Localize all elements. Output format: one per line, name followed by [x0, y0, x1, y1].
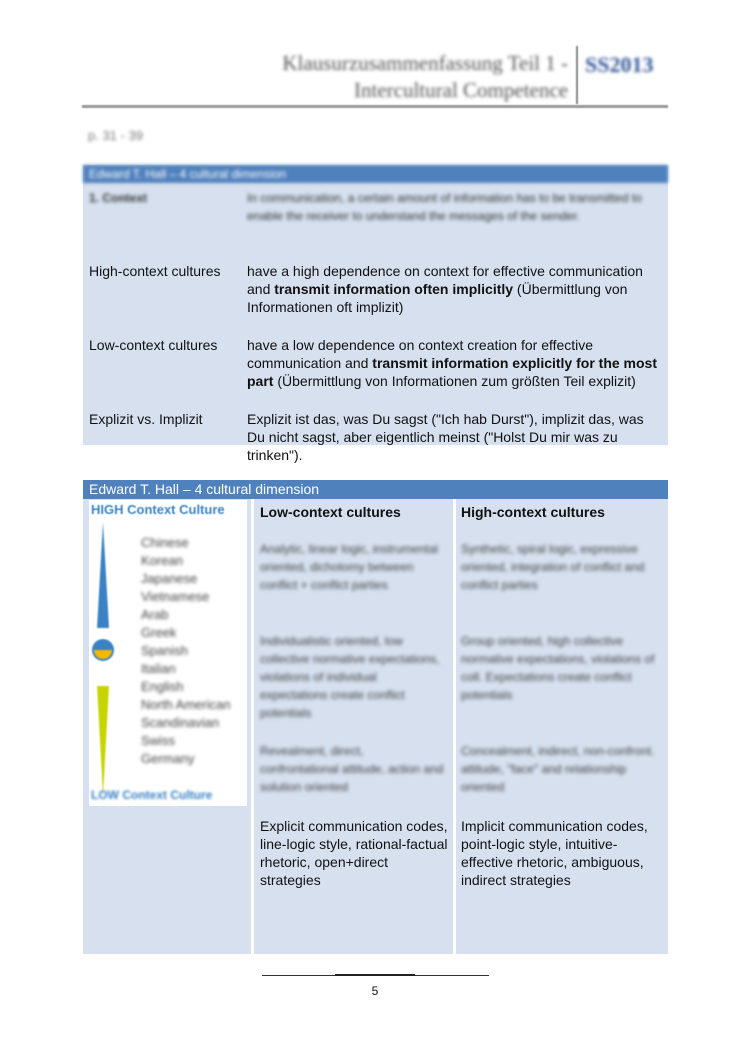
header-title-line2: Intercultural Competence: [354, 78, 568, 102]
country-item: Greek: [141, 625, 177, 640]
definition-text: (Übermittlung von Informationen zum größten Teil explizit): [273, 373, 636, 389]
country-list: [141, 534, 231, 768]
context-culture-diagram: [89, 500, 247, 806]
country-item: Japanese: [141, 571, 198, 586]
header-separator: [576, 46, 578, 104]
row-term: Explizit vs. Implizit: [89, 411, 203, 427]
header-year: SS2013: [585, 52, 654, 77]
country-item: Swiss: [141, 733, 175, 748]
country-item: Chinese: [141, 535, 189, 550]
high-context-header: High-context cultures: [461, 504, 605, 520]
high-context-item: Synthetic, spiral logic, expressive oriented, integration of conflict and conflict parties: [461, 542, 645, 592]
country-item: Korean: [141, 553, 183, 568]
country-item: Vietnamese: [141, 589, 210, 604]
page-header: [82, 46, 668, 106]
page-number: 5: [371, 984, 379, 998]
row-definition: [247, 262, 662, 316]
row-term: High-context cultures: [89, 263, 221, 279]
low-context-summary: Explicit communication codes, line-logic style, rational-factual rhetoric, open+direct strategies: [260, 818, 448, 888]
low-context-item: Analytic, linear logic, instrumental oriented, dichotomy between conflict + conflict parties: [260, 542, 439, 592]
high-context-item: Group oriented, high collective normative expectations, violations of coll. Expectations create conflict potentials: [461, 634, 655, 702]
low-context-label: LOW Context Culture: [91, 788, 213, 802]
definition-text: have a low dependence on context creation for effective communication and: [247, 337, 594, 371]
comparison-table-title: Edward T. Hall – 4 cultural dimension: [83, 480, 668, 499]
row-definition: [247, 336, 662, 390]
low-context-item: Revealment, direct, confrontational attitude, action and solution oriented: [260, 744, 444, 794]
header-title-line1: Klausurzusammenfassung Teil 1 -: [282, 51, 568, 75]
high-context-summary: Implicit communication codes, point-logic style, intuitive-effective rhetoric, ambiguous, indirect strategies: [461, 818, 648, 888]
row-term: 1. Context: [89, 191, 148, 205]
row-term: Low-context cultures: [89, 337, 218, 353]
column-divider: [453, 499, 456, 954]
column-divider: [251, 499, 254, 954]
country-item: Arab: [141, 607, 169, 622]
country-item: Spanish: [141, 643, 188, 658]
row-definition: Explizit ist das, was Du sagst ("Ich hab Durst"), implizit das, was Du nicht sagst, aber eigentlich meinst ("Holst Du mir was zu trinken").: [247, 411, 644, 463]
country-item: Germany: [141, 751, 195, 766]
country-item: Italian: [141, 661, 176, 676]
low-context-item: Individualistic oriented, low collective normative expectations, violations of individual expectations create conflict potentials: [260, 634, 440, 720]
comparison-table: [83, 480, 668, 954]
definition-text: have a high dependence on context for effective communication and: [247, 263, 643, 297]
context-table: [83, 165, 668, 463]
high-context-label: HIGH Context Culture: [91, 502, 225, 517]
footer-rule-accent: [335, 974, 415, 976]
row-definition: In communication, a certain amount of information has to be transmitted to enable the receiver to understand the messages of the sender.: [247, 191, 642, 223]
header-title: [282, 50, 568, 104]
country-item: North American: [141, 697, 231, 712]
definition-text: (Übermittlung von Informationen oft implizit): [247, 281, 628, 315]
country-item: Scandinavian: [141, 715, 220, 730]
definition-bold: transmit information often implicitly: [274, 281, 514, 297]
header-rule: [82, 105, 668, 108]
high-context-item: Concealment, indirect, non-confront. attitude, "face" and relationship oriented: [461, 744, 655, 794]
definition-bold: transmit information explicitly for the most part: [247, 355, 657, 389]
country-item: English: [141, 679, 184, 694]
low-context-header: Low-context cultures: [260, 504, 401, 520]
context-table-title: Edward T. Hall – 4 cultural dimension: [83, 165, 668, 183]
page-reference: p. 31 - 39: [88, 128, 143, 143]
